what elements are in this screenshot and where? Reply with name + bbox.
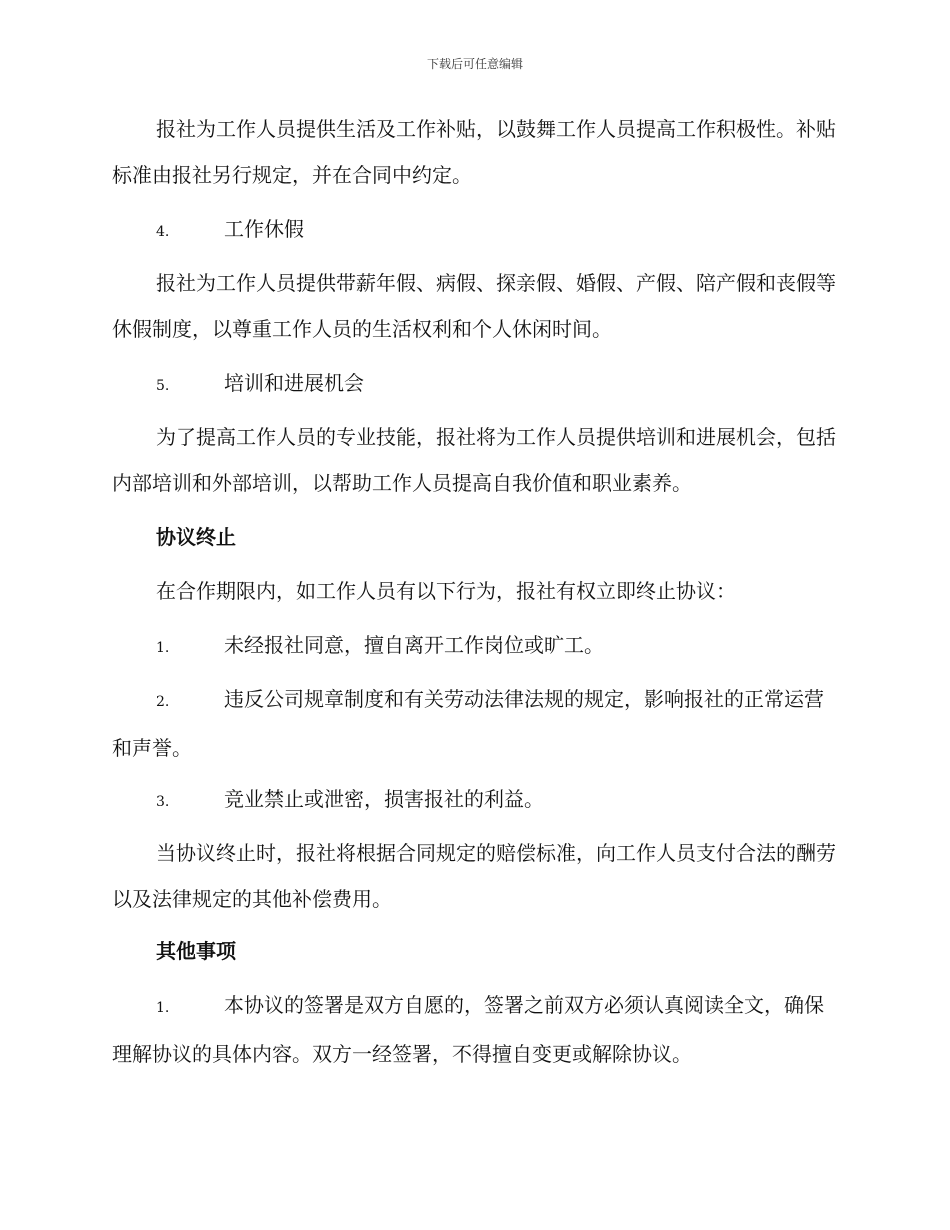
list-item-text: 本协议的签署是双方自愿的，签署之前双方必须认真阅读全文，确保理解协议的具体内容。双方一经签署，不得擅自变更或解除协议。 [112,993,824,1066]
list-number: 5. [156,378,170,394]
list-number: 2. [156,694,170,710]
list-number: 1. [156,1000,170,1016]
list-item-text: 违反公司规章制度和有关劳动法律法规的规定，影响报社的正常运营和声誉。 [112,687,824,760]
section-heading: 协议终止 [156,525,236,549]
list-item-other-1 [112,982,838,1077]
list-item-termination-2 [112,676,838,771]
section-heading: 其他事项 [156,939,236,963]
section-heading-termination [112,514,838,560]
list-number: 1. [156,640,170,656]
paragraph-compensation [112,830,838,922]
list-item-termination-1 [112,622,838,671]
paragraph-subsidy [112,106,838,198]
section-heading-other [112,928,838,974]
paragraph-vacation [112,260,838,352]
list-item-text: 未经报社同意，擅自离开工作岗位或旷工。 [224,633,604,657]
list-item-termination-3 [112,776,838,825]
paragraph-text: 在合作期限内，如工作人员有以下行为，报社有权立即终止协议： [156,579,736,603]
page-header: 下载后可任意编辑 [426,57,523,71]
paragraph-text: 报社为工作人员提供带薪年假、病假、探亲假、婚假、产假、陪产假和丧假等休假制度，以尊重工作人员的生活权利和个人休闲时间。 [112,271,836,341]
paragraph-text: 当协议终止时，报社将根据合同规定的赔偿标准，向工作人员支付合法的酬劳以及法律规定的其他补偿费用。 [112,841,836,911]
list-item-vacation [112,206,838,255]
list-item-text: 工作休假 [224,217,304,241]
paragraph-termination-intro [112,568,838,614]
list-number: 4. [156,224,170,240]
paragraph-training [112,414,838,506]
paragraph-text: 为了提高工作人员的专业技能，报社将为工作人员提供培训和进展机会，包括内部培训和外部培训，以帮助工作人员提高自我价值和职业素养。 [112,425,836,495]
list-item-text: 竞业禁止或泄密，损害报社的利益。 [224,787,544,811]
paragraph-text: 报社为工作人员提供生活及工作补贴，以鼓舞工作人员提高工作积极性。补贴标准由报社另行规定，并在合同中约定。 [112,117,836,187]
list-item-training [112,360,838,409]
list-item-text: 培训和进展机会 [224,371,364,395]
list-number: 3. [156,794,170,810]
